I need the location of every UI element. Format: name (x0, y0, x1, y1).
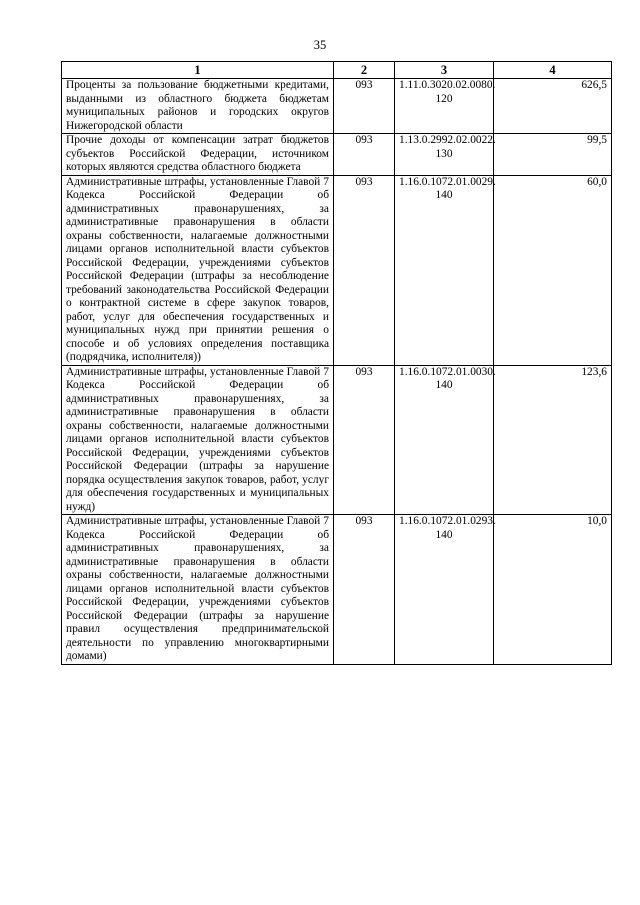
budget-classification-code: 1.13.0.2992.02.0022. 130 (395, 134, 494, 176)
admin-code: 093 (334, 365, 395, 515)
budget-revenue-table (61, 61, 612, 665)
amount: 60,0 (494, 175, 612, 365)
admin-code: 093 (334, 175, 395, 365)
amount: 626,5 (494, 79, 612, 134)
table-row (62, 134, 612, 176)
admin-code: 093 (334, 515, 395, 665)
revenue-description: Административные штрафы, установленные Главой 7 Кодекса Российской Федерации об административных правонарушениях, за административные правонарушения в области охраны собственности, налагаемые должностными лицами органов исполнительной власти субъектов Российской Федерации, учреждениями субъектов Российской Федерации (штрафы за несоблюдение требований законодательства Российской Федерации о контрактной системе в сфере закупок товаров, работ, услуг для обеспечения государственных и муниципальных нужд при принятии решения о способе и об условиях определения поставщика (подрядчика, исполнителя)) (62, 175, 334, 365)
table-row (62, 365, 612, 515)
page-number: 35 (313, 38, 327, 52)
amount: 123,6 (494, 365, 612, 515)
admin-code: 093 (334, 134, 395, 176)
amount: 10,0 (494, 515, 612, 665)
column-header-4: 4 (494, 62, 612, 79)
amount: 99,5 (494, 134, 612, 176)
budget-classification-code: 1.16.0.1072.01.0293. 140 (395, 515, 494, 665)
table-row (62, 515, 612, 665)
column-header-2: 2 (334, 62, 395, 79)
budget-classification-code: 1.16.0.1072.01.0030. 140 (395, 365, 494, 515)
revenue-description: Административные штрафы, установленные Главой 7 Кодекса Российской Федерации об административных правонарушениях, за административные правонарушения в области охраны собственности, налагаемые должностными лицами органов исполнительной власти субъектов Российской Федерации, учреждениями субъектов Российской Федерации (штрафы за нарушение порядка осуществления закупок товаров, работ, услуг для обеспечения государственных и муниципальных нужд) (62, 365, 334, 515)
revenue-description: Проценты за пользование бюджетными кредитами, выданными из областного бюджета бюджетам муниципальных районов и городских округов Нижегородской области (62, 79, 334, 134)
column-header-3: 3 (395, 62, 494, 79)
revenue-description: Административные штрафы, установленные Главой 7 Кодекса Российской Федерации об административных правонарушениях, за административные правонарушения в области охраны собственности, налагаемые должностными лицами органов исполнительной власти субъектов Российской Федерации, учреждениями субъектов Российской Федерации (штрафы за нарушение правил осуществления предпринимательской деятельности по управлению многоквартирными домами) (62, 515, 334, 665)
table-row (62, 79, 612, 134)
table-header-row (62, 62, 612, 79)
admin-code: 093 (334, 79, 395, 134)
budget-classification-code: 1.16.0.1072.01.0029. 140 (395, 175, 494, 365)
revenue-description: Прочие доходы от компенсации затрат бюджетов субъектов Российской Федерации, источником которых являются средства областного бюджета (62, 134, 334, 176)
column-header-1: 1 (62, 62, 334, 79)
budget-classification-code: 1.11.0.3020.02.0080. 120 (395, 79, 494, 134)
table-row (62, 175, 612, 365)
